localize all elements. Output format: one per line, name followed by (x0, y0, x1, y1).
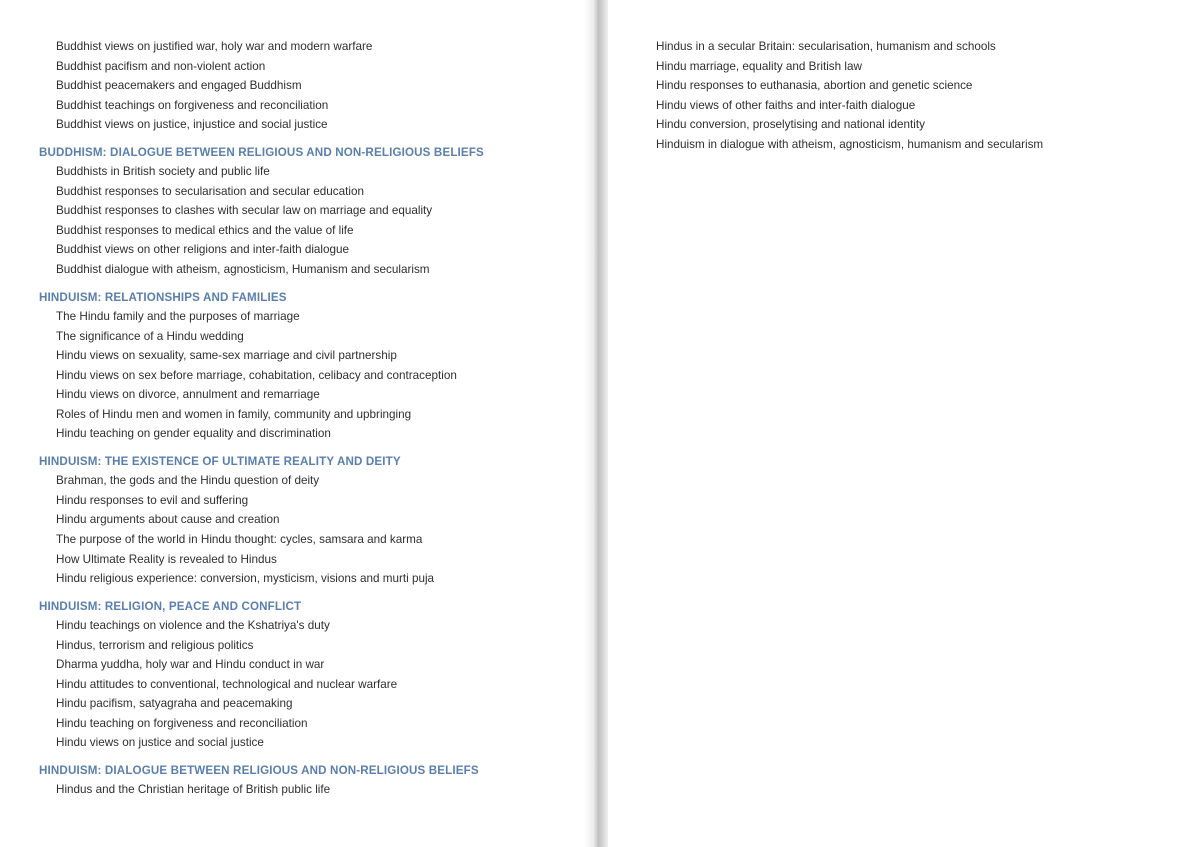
list-item: Hindu views on justice and social justice (56, 736, 264, 750)
right-page-contents (656, 37, 1196, 154)
list-item: Hindu views of other faiths and inter-faith dialogue (656, 98, 916, 112)
list-item: Hindu responses to euthanasia, abortion and genetic science (656, 79, 973, 93)
left-page (0, 0, 596, 847)
list-item: Hindu views on sex before marriage, cohabitation, celibacy and contraception (56, 368, 457, 382)
list-item: Buddhist responses to secularisation and secular education (56, 184, 364, 198)
list-item: Roles of Hindu men and women in family, community and upbringing (56, 407, 412, 421)
list-item: Hinduism in dialogue with atheism, agnosticism, humanism and secularism (656, 137, 1044, 151)
list-item: Hindu teaching on forgiveness and reconciliation (56, 716, 308, 730)
continued-item-list (656, 37, 1196, 154)
list-item: Hindu teaching on gender equality and discrimination (56, 427, 331, 441)
list-item: Buddhist responses to medical ethics and the value of life (56, 223, 354, 237)
section-heading: HINDUISM: RELIGION, PEACE AND CONFLICT (39, 599, 302, 613)
list-item: Buddhist dialogue with atheism, agnosticism, Humanism and secularism (56, 262, 430, 276)
list-item: Buddhist views on other religions and inter-faith dialogue (56, 243, 350, 257)
list-item: The significance of a Hindu wedding (56, 329, 244, 343)
section-item-list (39, 162, 579, 279)
list-item: Hindu teachings on violence and the Kshatriya's duty (56, 619, 330, 633)
list-item: Buddhist pacifism and non-violent action (56, 59, 266, 73)
list-item: Hindu religious experience: conversion, mysticism, visions and murti puja (56, 572, 435, 586)
section-item-list (39, 616, 579, 753)
section-item-list (39, 307, 579, 444)
list-item: Buddhist responses to clashes with secular law on marriage and equality (56, 204, 433, 218)
list-item: Hindu arguments about cause and creation (56, 513, 280, 527)
right-page (608, 0, 1200, 847)
section-heading: HINDUISM: RELATIONSHIPS AND FAMILIES (39, 290, 287, 304)
list-item: Hindu views on divorce, annulment and remarriage (56, 388, 320, 402)
section-item-list (39, 780, 579, 800)
section-hinduism-relationships (39, 288, 579, 444)
list-item: Brahman, the gods and the Hindu question of deity (56, 474, 320, 488)
list-item: Hindus in a secular Britain: secularisation, humanism and schools (656, 40, 996, 53)
list-item: Hindus and the Christian heritage of British public life (56, 783, 331, 797)
list-item: Buddhist views on justice, injustice and social justice (56, 118, 328, 132)
list-item: Hindus, terrorism and religious politics (56, 638, 254, 652)
intro-item-list (39, 37, 579, 135)
list-item: The purpose of the world in Hindu thought: cycles, samsara and karma (56, 532, 423, 546)
list-item: Hindu responses to evil and suffering (56, 493, 249, 507)
list-item: Hindu marriage, equality and British law (656, 59, 862, 73)
list-item: Buddhist views on justified war, holy war and modern warfare (56, 40, 373, 53)
list-item: Buddhists in British society and public life (56, 165, 270, 179)
list-item: Hindu conversion, proselytising and national identity (656, 118, 925, 132)
section-hinduism-peace-conflict (39, 597, 579, 753)
list-item: Buddhist teachings on forgiveness and reconciliation (56, 98, 329, 112)
section-item-list (39, 471, 579, 588)
left-page-contents (39, 37, 579, 800)
list-item: Hindu pacifism, satyagraha and peacemaking (56, 697, 293, 711)
section-hinduism-existence (39, 452, 579, 589)
list-item: Hindu views on sexuality, same-sex marriage and civil partnership (56, 349, 397, 363)
section-hinduism-dialogue (39, 761, 579, 800)
section-heading: HINDUISM: THE EXISTENCE OF ULTIMATE REALITY AND DEITY (39, 454, 401, 468)
list-item: Buddhist peacemakers and engaged Buddhism (56, 79, 302, 93)
section-heading: HINDUISM: DIALOGUE BETWEEN RELIGIOUS AND NON-RELIGIOUS BELIEFS (39, 763, 479, 777)
list-item: Dharma yuddha, holy war and Hindu conduct in war (56, 658, 325, 672)
list-item: Hindu attitudes to conventional, technological and nuclear warfare (56, 677, 398, 691)
section-heading: BUDDHISM: DIALOGUE BETWEEN RELIGIOUS AND NON-RELIGIOUS BELIEFS (39, 145, 484, 159)
list-item: How Ultimate Reality is revealed to Hindus (56, 552, 277, 566)
list-item: The Hindu family and the purposes of marriage (56, 310, 300, 324)
section-buddhism-dialogue (39, 143, 579, 280)
